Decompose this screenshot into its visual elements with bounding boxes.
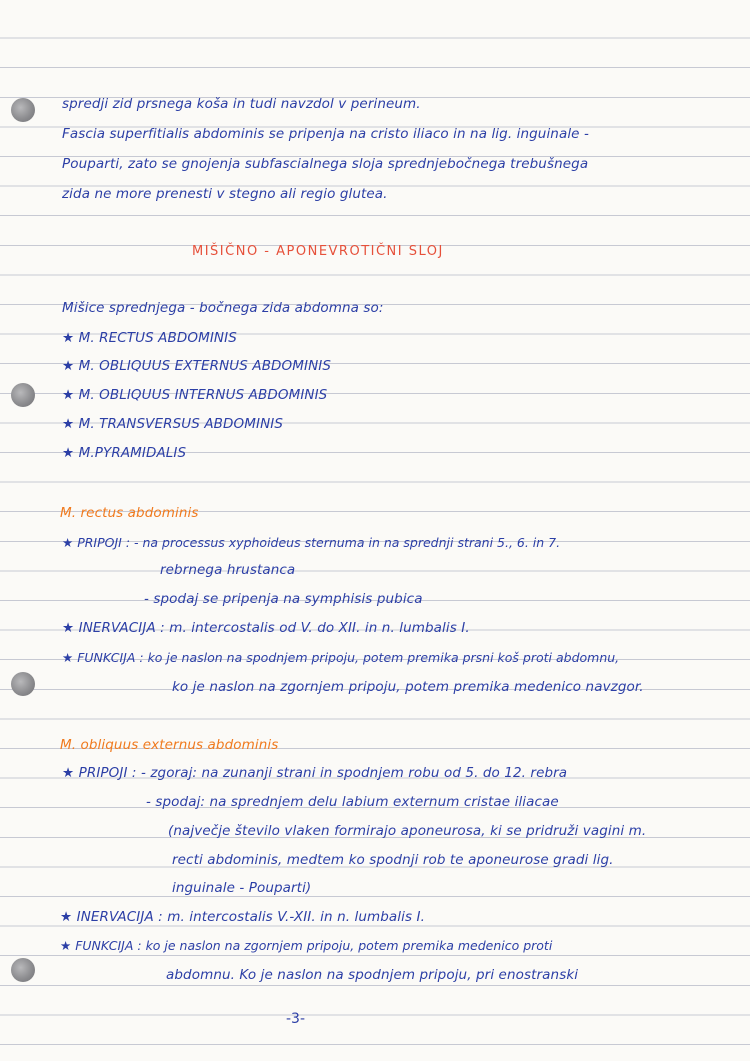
subsection-title: M. obliquus externus abdominis (60, 737, 279, 753)
star-icon: ★ (62, 765, 75, 781)
punch-hole (11, 383, 35, 407)
star-icon: ★ (60, 909, 73, 925)
muscle-name: M. RECTUS ABDOMINIS (78, 330, 237, 346)
punch-hole (11, 958, 35, 982)
text-line: ko je naslon na zgornjem pripoju, potem premika medenico navzgor. (172, 679, 644, 695)
text-line: ★ INERVACIJA : m. intercostalis od V. do XII. in n. lumbalis I. (62, 620, 470, 636)
muscle-name: M. OBLIQUUS INTERNUS ABDOMINIS (78, 387, 328, 403)
muscle-name: M.PYRAMIDALIS (78, 445, 187, 461)
punch-hole (11, 672, 35, 696)
text-line: rebrnega hrustanca (160, 562, 296, 578)
text-line: ★ FUNKCIJA : ko je naslon na zgornjem pripoju, potem premika medenico proti (60, 938, 553, 953)
text-line: inguinale - Pouparti) (172, 880, 312, 896)
list-item (62, 358, 331, 374)
list-item (62, 445, 186, 461)
subsection-title: M. rectus abdominis (60, 505, 199, 521)
star-icon: ★ (62, 445, 75, 461)
text-line: - spodaj se pripenja na symphisis pubica (144, 591, 423, 607)
intro-line: Pouparti, zato se gnojenja subfascialnega sloja sprednjebočnega trebušnega (62, 156, 589, 172)
star-icon: ★ (62, 358, 75, 374)
text-line: ★ PRIPOJI : - na processus xyphoideus sternuma in na sprednji strani 5., 6. in 7. (62, 535, 561, 550)
text-line: abdomnu. Ko je naslon na spodnjem pripoju, pri enostranski (166, 967, 579, 983)
text-line: (največje število vlaken formirajo aponeurosa, ki se pridruži vagini m. (168, 823, 647, 839)
intro-line: spredji zid prsnega koša in tudi navzdol v perineum. (62, 96, 421, 112)
star-icon: ★ (62, 330, 75, 346)
list-item (62, 330, 237, 346)
intro-line: zida ne more prenesti v stegno ali regio glutea. (62, 186, 388, 202)
text-line: ★ FUNKCIJA : ko je naslon na spodnjem pripoju, potem premika prsni koš proti abdomnu, (62, 650, 620, 665)
muscle-name: M. OBLIQUUS EXTERNUS ABDOMINIS (78, 358, 332, 374)
page-number: -3- (286, 1011, 306, 1027)
muscle-name: M. TRANSVERSUS ABDOMINIS (78, 416, 284, 432)
section-title: MIŠIČNO - APONEVROTIČNI SLOJ (192, 244, 444, 259)
list-item (62, 387, 327, 403)
star-icon: ★ (62, 387, 75, 403)
list-item (62, 416, 283, 432)
text-line: - spodaj: na sprednjem delu labium externum cristae iliacae (146, 794, 559, 810)
star-icon: ★ (62, 416, 75, 432)
star-icon: ★ (62, 620, 75, 636)
star-icon: ★ (62, 650, 74, 665)
star-icon: ★ (60, 938, 72, 953)
text-line: recti abdominis, medtem ko spodnji rob te aponeurose gradi lig. (172, 852, 614, 868)
punch-hole (11, 98, 35, 122)
intro-line: Fascia superfitialis abdominis se pripenja na cristo iliaco in na lig. inguinale - (62, 126, 589, 142)
text-line: ★ INERVACIJA : m. intercostalis V.-XII. in n. lumbalis I. (60, 909, 426, 925)
star-icon: ★ (62, 535, 74, 550)
muscles-intro: Mišice sprednjega - bočnega zida abdomna so: (62, 300, 384, 316)
text-line: ★ PRIPOJI : - zgoraj: na zunanji strani in spodnjem robu od 5. do 12. rebra (62, 765, 568, 781)
